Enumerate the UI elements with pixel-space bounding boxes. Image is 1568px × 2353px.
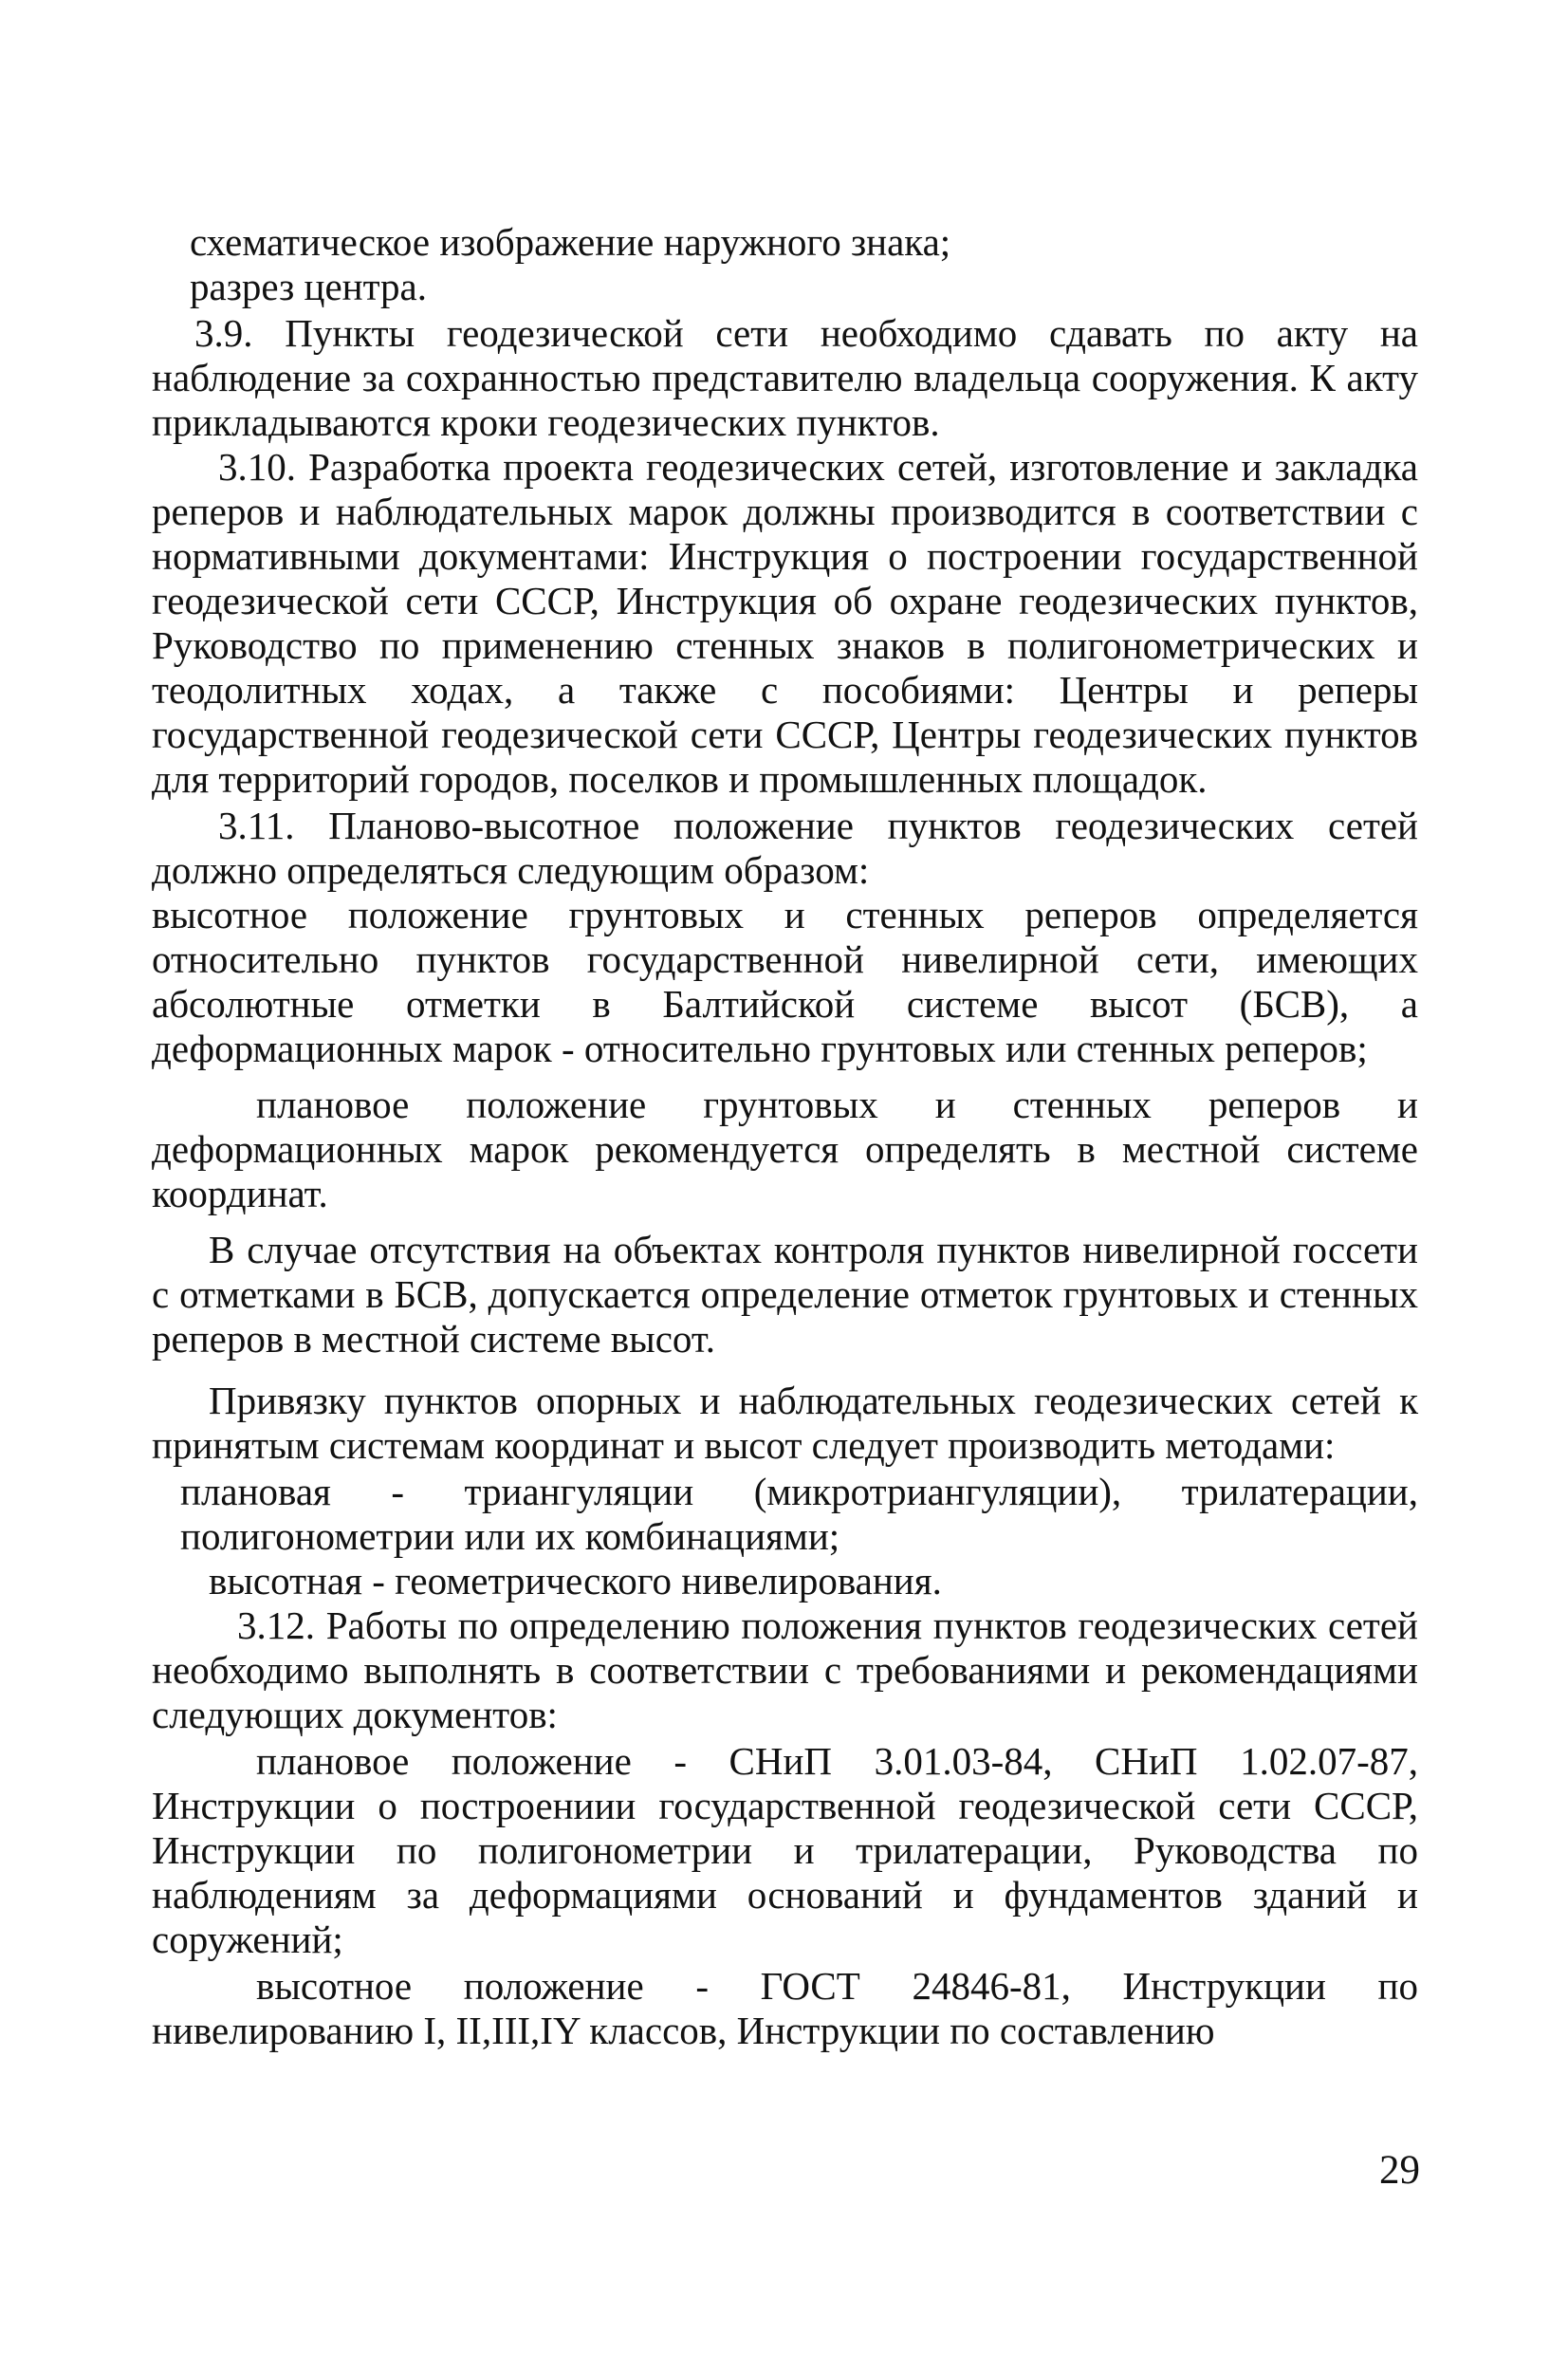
- paragraph-plan-methods: плановая - триангуляции (микротриангуляции), трилатерации, полигонометрии или их комбинациями;: [180, 1470, 1418, 1558]
- paragraph-3-11: 3.11. Планово-высотное положение пунктов геодезических сетей должно определяться следующим образом:: [152, 804, 1418, 892]
- paragraph-3-10: 3.10. Разработка проекта геодезических сетей, изготовление и закладка реперов и наблюдательных марок должны производится в соответствии с нормативными документами: Инструкция о построении государственной геодезической сети СССР, Инструкция об охране геодезических пунктов, Руководство по применению стенных знаков в полигонометрических и теодолитных ходах, а также с пособиями: Центры и реперы государственной геодезической сети СССР, Центры геодезических пунктов для территорий городов, поселков и промышленных площадок.: [152, 445, 1418, 801]
- paragraph-height-documents: высотное положение - ГОСТ 24846-81, Инструкции по нивелированию I, II,III,IY классов, Инструкции по составлению: [152, 1964, 1418, 2052]
- paragraph-plan-position: плановое положение грунтовых и стенных реперов и деформационных марок рекомендуется определять в местной системе координат.: [152, 1083, 1418, 1215]
- paragraph-center-section: разрез центра.: [190, 265, 427, 308]
- paragraph-plan-documents: плановое положение - СНиП 3.01.03-84, СНиП 1.02.07-87, Инструкции о построениии государственной геодезической сети СССР, Инструкции по полигонометрии и трилатерации, Руководства по наблюдениям за деформациями оснований и фундаментов зданий и соружений;: [152, 1739, 1418, 1961]
- paragraph-3-9: 3.9. Пункты геодезической сети необходимо сдавать по акту на наблюдение за сохранностью представителю владельца сооружения. К акту прикладываются кроки геодезических пунктов.: [152, 311, 1418, 444]
- paragraph-height-methods: высотная - геометрического нивелирования.: [209, 1559, 942, 1603]
- paragraph-schematic-sign: схематическое изображение наружного знака;: [190, 220, 951, 264]
- paragraph-local-height-system: В случае отсутствия на объектах контроля пунктов нивелирной госсети с отметками в БСВ, допускается определение отметок грунтовых и стенных реперов в местной системе высот.: [152, 1228, 1418, 1361]
- paragraph-3-12: 3.12. Работы по определению положения пунктов геодезических сетей необходимо выполнять в соответствии с требованиями и рекомендациями следующих документов:: [152, 1603, 1418, 1736]
- page-number: 29: [1379, 2148, 1420, 2193]
- document-body: [152, 220, 1418, 2053]
- paragraph-height-position: высотное положение грунтовых и стенных реперов определяется относительно пунктов государственной нивелирной сети, имеющих абсолютные отметки в Балтийской системе высот (БСВ), а деформационных марок - относительно грунтовых или стенных реперов;: [152, 893, 1418, 1070]
- paragraph-methods: Привязку пунктов опорных и наблюдательных геодезических сетей к принятым системам координат и высот следует производить методами:: [152, 1379, 1418, 1467]
